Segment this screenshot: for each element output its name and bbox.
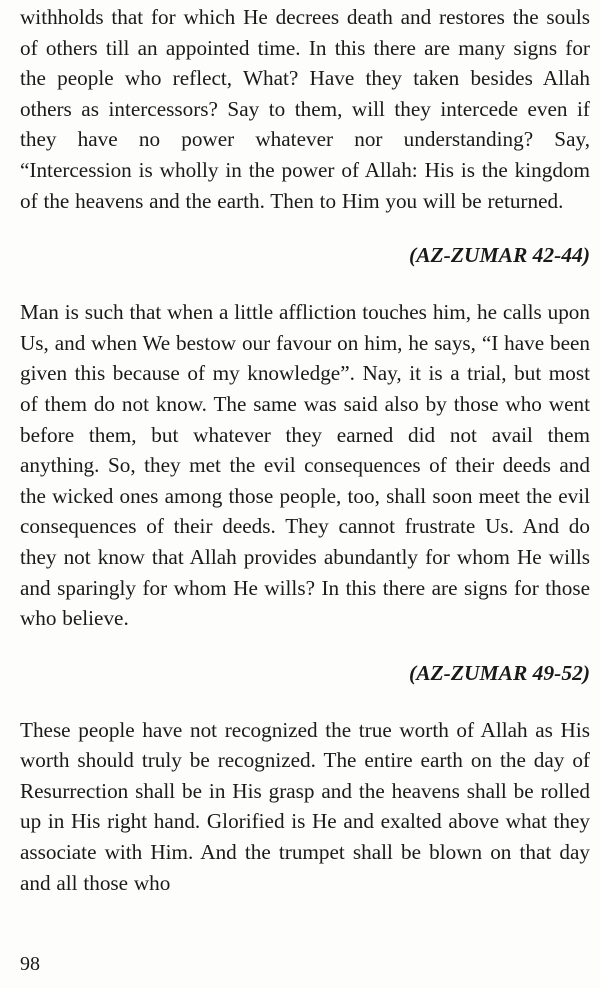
page-body [20,2,590,898]
paragraph-continuation: These people have not recognized the true worth of Allah as His worth should truly be recognized. The entire earth on the day of Resurrection shall be in His grasp and the heavens shall be rolled up in His right hand. Glorified is He and exalted above what they associate with Him. And the trumpet shall be blown on that day and all those who [20,717,590,895]
paragraph-zumar-42-44: withholds that for which He decrees death and restores the souls of others till an appointed time. In this there are many signs for the people who reflect, What? Have they taken besides Allah others as intercessors? Say to them, will they intercede even if they have no power whatever nor understanding? Say, “Intercession is wholly in the power of Allah: His is the kingdom of the heavens and the earth. Then to Him you will be returned. [20,5,590,213]
citation-zumar-49-52: (AZ-ZUMAR 49-52) [409,660,590,685]
page-number: 98 [20,953,40,975]
paragraph-zumar-49-52: Man is such that when a little affliction touches him, he calls upon Us, and when We bestow our favour on him, he says, “I have been given this because of my knowledge”. Nay, it is a trial, but most of them do not know. The same was said also by those who went before them, but whatever they earned did not avail them anything. So, they met the evil consequences of their deeds and the wicked ones among those people, too, shall soon meet the evil consequences of their deeds. They cannot frustrate Us. And do they not know that Allah provides abundantly for whom He wills and sparingly for whom He wills? In this there are signs for those who believe. [20,300,590,631]
citation-zumar-42-44: (AZ-ZUMAR 42-44) [409,243,590,268]
